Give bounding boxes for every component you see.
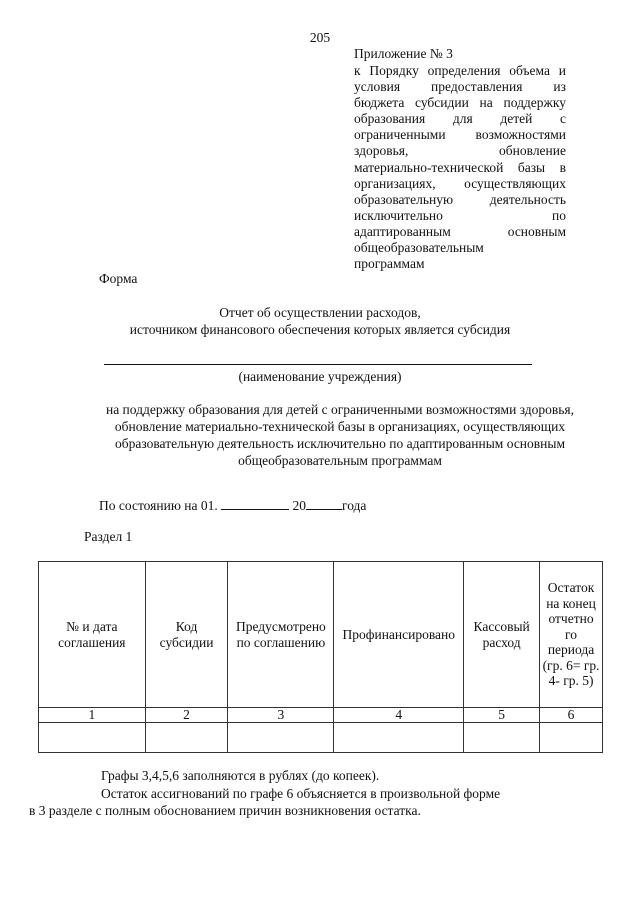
column-header: Кассовый расход (464, 562, 540, 708)
column-number: 3 (228, 708, 334, 723)
table-cell[interactable] (228, 723, 334, 753)
appendix-line: ограниченными возможностями (354, 127, 566, 143)
report-title-line2: источником финансового обеспечения которых является субсидия (129, 322, 511, 337)
note-line1: Графы 3,4,5,6 заполняются в рублях (до копеек). (101, 768, 380, 783)
note-line2: Остаток ассигнований по графе 6 объясняется в произвольной форме (101, 786, 501, 801)
table-cell[interactable] (464, 723, 540, 753)
appendix-line: условия предоставления из (354, 79, 566, 95)
date-day-month-field[interactable] (221, 497, 289, 510)
appendix-line: образования для детей с (354, 111, 566, 127)
column-header: Код субсидии (145, 562, 228, 708)
column-header: Профинансировано (334, 562, 464, 708)
page-number: 205 (309, 30, 331, 45)
table-cell[interactable] (145, 723, 228, 753)
column-number-row (39, 708, 603, 723)
column-number: 5 (464, 708, 540, 723)
appendix-line: бюджета субсидии на поддержку (354, 95, 566, 111)
institution-name-field[interactable] (104, 348, 532, 365)
appendix-line: материально-технической базы в (354, 159, 566, 175)
table-cell[interactable] (540, 723, 603, 753)
report-title (0, 304, 640, 338)
appendix-title: Приложение № 3 (354, 46, 453, 61)
column-header: Предусмотрено по соглашению (228, 562, 334, 708)
as-of-date-line (99, 497, 366, 514)
table-cell[interactable] (334, 723, 464, 753)
table-row (39, 723, 603, 753)
purpose-line3: образовательную деятельность исключительно по адаптированным основным (114, 436, 565, 451)
note-line3: в 3 разделе с полным обоснованием причин возникновения остатка. (29, 803, 421, 818)
report-title-line1: Отчет об осуществлении расходов, (219, 305, 421, 320)
purpose-line4: общеобразовательным программам (238, 453, 442, 468)
as-of-prefix: По состоянию на 01. (99, 498, 218, 513)
column-header: Остаток на конец отчетно го периода (гр. 6= гр. 4- гр. 5) (540, 562, 603, 708)
purpose-line2: обновление материально-технической базы в организациях, осуществляющих (114, 419, 566, 434)
table-header-row (39, 562, 603, 708)
column-number: 1 (39, 708, 146, 723)
appendix-line: исключительно по (354, 207, 566, 223)
appendix-line: программам (354, 256, 425, 272)
appendix-text (354, 63, 566, 272)
purpose-line1: на поддержку образования для детей с ограниченными возможностями здоровья, (105, 402, 575, 417)
column-number: 6 (540, 708, 603, 723)
appendix-line: здоровья, обновление (354, 143, 566, 159)
date-year-field[interactable] (306, 497, 342, 510)
column-number: 4 (334, 708, 464, 723)
appendix-line: организациях, осуществляющих (354, 175, 566, 191)
report-table (38, 561, 603, 753)
appendix-line: образовательную деятельность (354, 191, 566, 207)
column-number: 2 (145, 708, 228, 723)
appendix-line: адаптированным основным (354, 223, 566, 239)
as-of-suffix: года (342, 498, 367, 513)
table-cell[interactable] (39, 723, 146, 753)
form-label: Форма (99, 271, 138, 286)
purpose-text (60, 401, 620, 469)
institution-caption: (наименование учреждения) (238, 369, 402, 384)
appendix-line: общеобразовательным (354, 240, 484, 256)
as-of-year-prefix: 20 (292, 498, 306, 513)
column-header: № и дата соглашения (39, 562, 146, 708)
appendix-line: к Порядку определения объема и (354, 63, 566, 78)
section-label: Раздел 1 (84, 529, 133, 544)
